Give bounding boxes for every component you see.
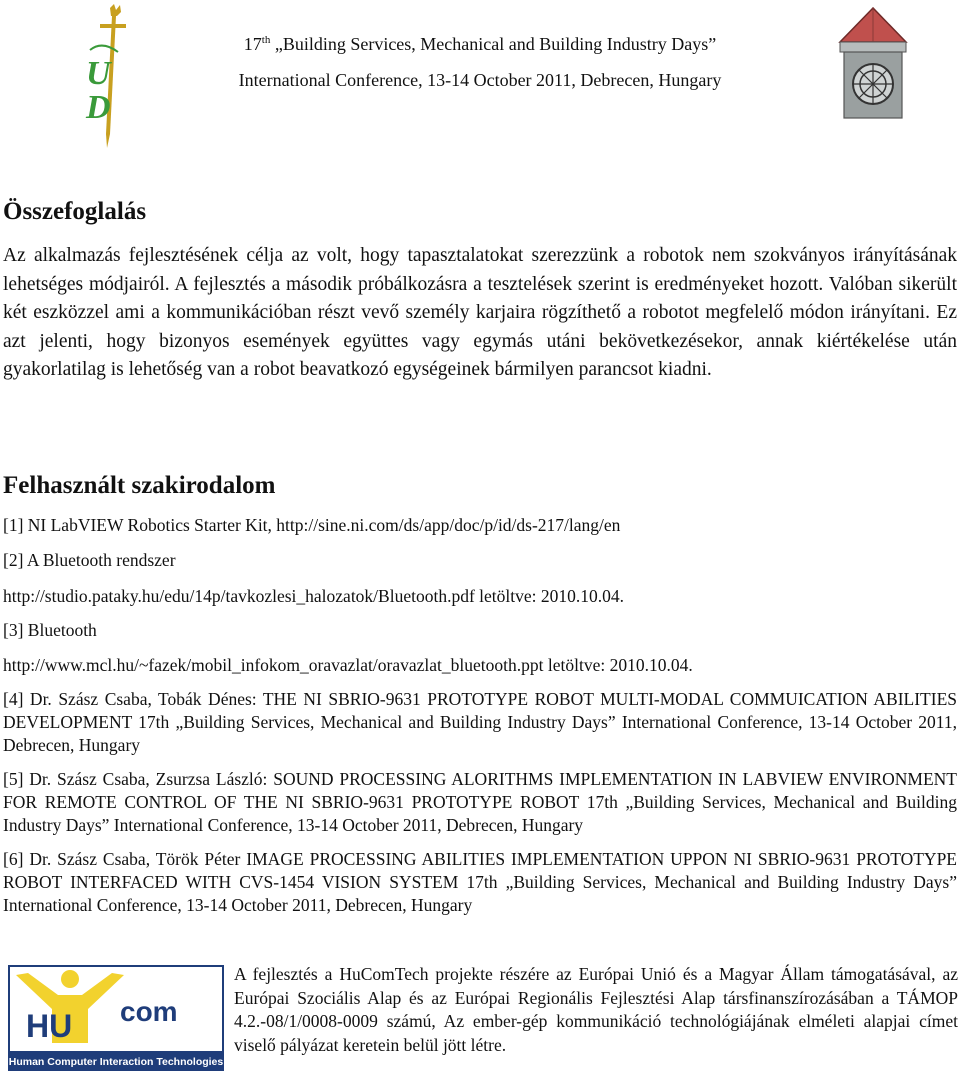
reference-4: [4] Dr. Szász Csaba, Tobák Dénes: THE NI SBRIO-9631 PROTOTYPE ROBOT MULTI-MODAL COMMUICATION ABILITIES DEVELOPMENT 17th „Building Services, Mechanical and Building Industry Days” International Conference, 13-14 October 2011, Debrecen, Hungary — [3, 689, 957, 755]
references-heading: Felhasznált szakirodalom — [3, 472, 276, 499]
reference-2-url: http://studio.pataky.hu/edu/14p/tavkozlesi_halozatok/Bluetooth.pdf letöltve: 2010.10.04. — [3, 586, 624, 606]
summary-heading: Összefoglalás — [3, 198, 147, 225]
reference-3-title: [3] Bluetooth — [3, 620, 97, 640]
conference-title: 17th „Building Services, Mechanical and Building Industry Days” — [243, 34, 717, 54]
logo-letter-u: U — [86, 55, 111, 92]
logo-caption-text: Human Computer Interaction Technologies — [8, 1056, 224, 1068]
reference-3-url: http://www.mcl.hu/~fazek/mobil_infokom_oravazlat/oravazlat_bluetooth.ppt letöltve: 2010.10.04. — [3, 655, 693, 675]
tower-logo-icon — [832, 6, 914, 120]
summary-paragraph: Az alkalmazás fejlesztésének célja az volt, hogy tapasztalatokat szerezzünk a robotok nem szokványos irányításának lehetséges módjairól. A fejlesztés a második próbálkozásra a tesztelések szerint is eredményeket hozott. Valóban sikerült két eszközzel ami a kommunikációban részt vevő személy karjaira rögzíthető a robotot megfelelő módon irányítani. Ez azt jelenti, hogy bizonyos események együttes vagy egymás utáni bekövetkezésekor, annak kiértékelése után gyakorlatilag is lehetőség van a robot beavatkozó egységeinek bármilyen parancsot kiadni. — [3, 245, 957, 380]
logo-com-text: com — [120, 996, 178, 1027]
funding-acknowledgement: A fejlesztés a HuComTech projekte részére az Európai Unió és a Magyar Állam támogatásával, az Európai Szociális Alap és az Európai Regionális Fejlesztési Alap társfinanszírozásában a TÁMOP 4.2.-08/1/0008-0009 számú, Az ember-gép kommunikáció technológiájának elméleti alapjai címet viselő pályázat keretein belül jött létre. — [234, 964, 958, 1055]
conference-subtitle: International Conference, 13-14 October 2011, Debrecen, Hungary — [238, 70, 722, 90]
reference-2-title: [2] A Bluetooth rendszer — [3, 550, 176, 570]
logo-hu-text: HU — [26, 1008, 73, 1044]
reference-6: [6] Dr. Szász Csaba, Török Péter IMAGE PROCESSING ABILITIES IMPLEMENTATION UPPON NI SBRIO-9631 PROTOTYPE ROBOT INTERFACED WITH CVS-1454 VISION SYSTEM 17th „Building Services, Mechanical and Building Industry Days” International Conference, 13-14 October 2011, Debrecen, Hungary — [3, 849, 957, 915]
page-header — [0, 0, 960, 150]
logo-letter-d: D — [86, 89, 111, 126]
reference-5: [5] Dr. Szász Csaba, Zsurzsa László: SOUND PROCESSING ALORITHMS IMPLEMENTATION IN LABVIEW ENVIRONMENT FOR REMOTE CONTROL OF THE NI SBRIO-9631 PROTOTYPE ROBOT 17th „Building Services, Mechanical and Building Industry Days” International Conference, 13-14 October 2011, Debrecen, Hungary — [3, 769, 957, 835]
hucomtech-logo-icon — [8, 965, 224, 1071]
reference-1: [1] NI LabVIEW Robotics Starter Kit, http://sine.ni.com/ds/app/doc/p/id/ds-217/lang/en — [3, 515, 621, 535]
